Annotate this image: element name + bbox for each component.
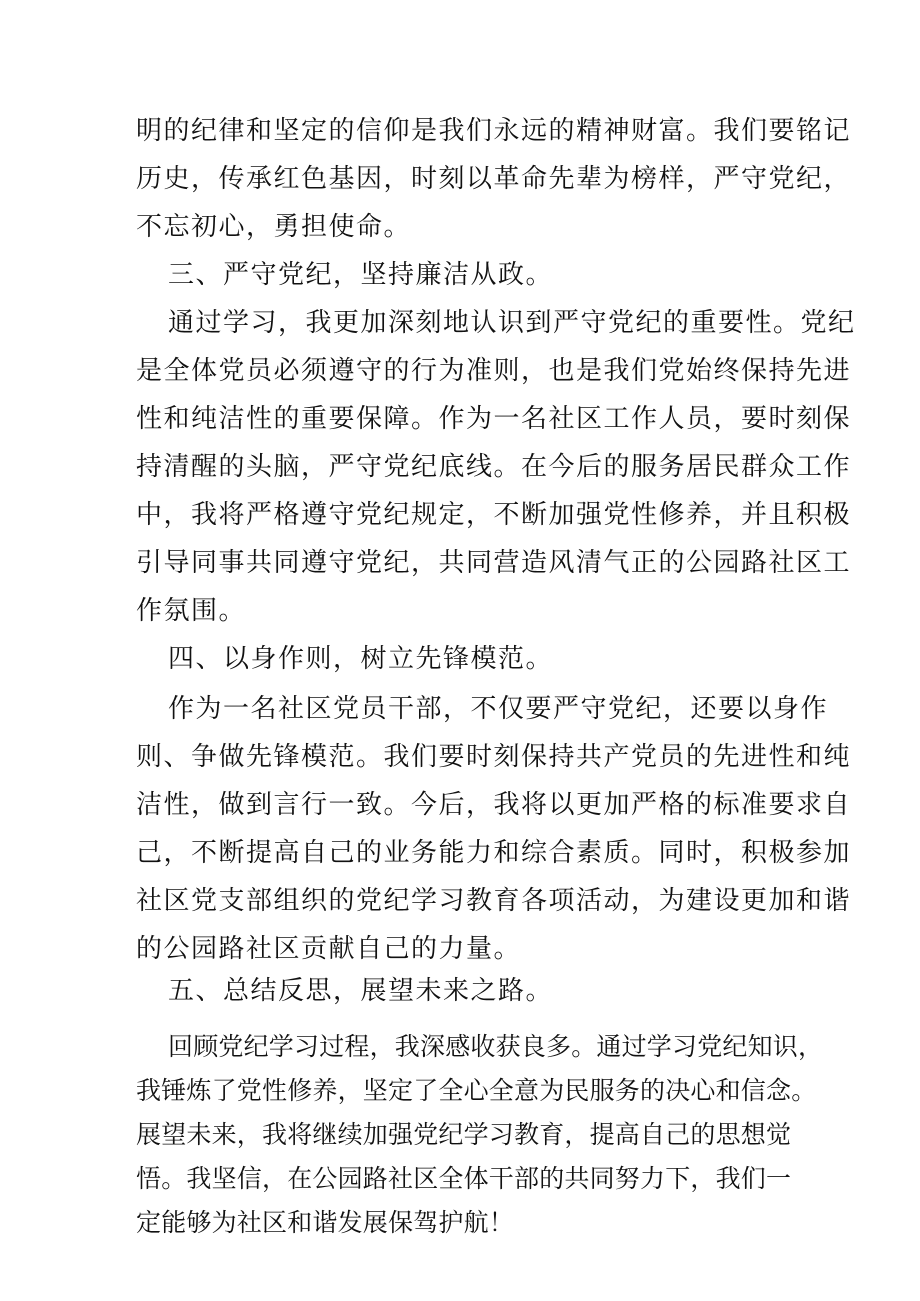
paragraph-line: 不忘初心，勇担使命。	[136, 212, 412, 242]
paragraph-line: 悟。我坚信，在公园路社区全体干部的共同努力下，我们一	[136, 1164, 792, 1193]
paragraph-line: 社区党支部组织的党纪学习教育各项活动，为建设更加和谐	[136, 886, 852, 916]
paragraph-line: 是全体党员必须遵守的行为准则，也是我们党始终保持先进	[136, 356, 852, 386]
paragraph-line: 展望未来，我将继续加强党纪学习教育，提高自己的思想觉	[136, 1120, 792, 1149]
paragraph-line: 引导同事共同遵守党纪，共同营造风清气正的公园路社区工	[136, 548, 852, 578]
section-heading-4: 四、以身作则，树立先锋模范。	[168, 644, 554, 674]
paragraph-line: 作为一名社区党员干部，不仅要严守党纪，还要以身作	[168, 694, 829, 724]
section-heading-3: 三、严守党纪，坚持廉洁从政。	[168, 260, 554, 290]
paragraph-line: 我锤炼了党性修养，坚定了全心全意为民服务的决心和信念。	[136, 1076, 817, 1105]
paragraph-line: 己，不断提高自己的业务能力和综合素质。同时，积极参加	[136, 838, 852, 868]
paragraph-line: 明的纪律和坚定的信仰是我们永远的精神财富。我们要铭记	[136, 116, 852, 146]
paragraph-line: 定能够为社区和谐发展保驾护航！	[136, 1208, 515, 1237]
paragraph-line: 性和纯洁性的重要保障。作为一名社区工作人员，要时刻保	[136, 404, 852, 434]
paragraph-line: 作氛围。	[136, 596, 247, 626]
paragraph-line: 则、争做先锋模范。我们要时刻保持共产党员的先进性和纯	[136, 742, 852, 772]
paragraph-line: 持清醒的头脑，严守党纪底线。在今后的服务居民群众工作	[136, 452, 852, 482]
paragraph-line: 通过学习，我更加深刻地认识到严守党纪的重要性。党纪	[168, 308, 856, 338]
paragraph-line: 的公园路社区贡献自己的力量。	[136, 934, 522, 964]
paragraph-line: 回顾党纪学习过程，我深感收获良多。通过学习党纪知识，	[168, 1032, 824, 1061]
paragraph-line: 洁性，做到言行一致。今后，我将以更加严格的标准要求自	[136, 790, 852, 820]
paragraph-line: 历史，传承红色基因，时刻以革命先辈为榜样，严守党纪，	[136, 164, 852, 194]
section-heading-5: 五、总结反思，展望未来之路。	[168, 976, 554, 1006]
paragraph-line: 中，我将严格遵守党纪规定，不断加强党性修养，并且积极	[136, 500, 852, 530]
